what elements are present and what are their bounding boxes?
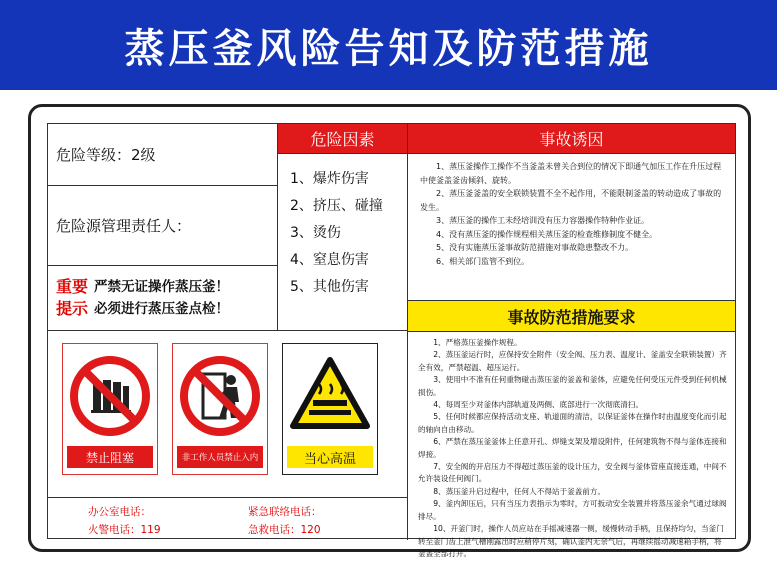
notice-tag — [56, 276, 88, 320]
cause-item: 2、蒸压釜釜盖的安全联锁装置不全不起作用，不能限制釜盖的转动造成了事故的发生。 — [420, 189, 722, 212]
hazards-header: 危险因素 — [278, 124, 407, 154]
notice-line1: 严禁无证操作蒸压釜！ — [94, 279, 230, 295]
contact-info — [48, 497, 408, 541]
cause-item: 3、蒸压釜的操作工未经培训没有压力容器操作特种作业证。 — [436, 216, 650, 225]
risk-board — [28, 104, 751, 558]
fire-phone: 火警电话：119 — [88, 524, 161, 536]
sign-label: 禁止阻塞 — [67, 446, 153, 468]
measures-header: 事故防范措施要求 — [408, 300, 735, 332]
measure-item: 1、严格蒸压釜操作规程。 — [433, 338, 522, 347]
measure-item: 3、使用中不准有任何重物碰击蒸压釜的釜盖和釜体，应避免任何受压元件受到任何机械损伤。 — [418, 375, 727, 397]
accident-column — [408, 124, 735, 558]
high-temperature-sign — [282, 343, 378, 475]
page-title: 蒸压釜风险告知及防范措施 — [124, 25, 653, 72]
hazard-item: 4、窒息伤害 — [290, 252, 369, 268]
notice-tag-line2: 提示 — [56, 299, 89, 318]
measure-item: 4、每周至少对釜体内部轨道及两侧、底部进行一次彻底清扫。 — [433, 400, 644, 410]
hazard-item: 2、挤压、碰撞 — [290, 198, 383, 214]
emergency-contact: 紧急联络电话： — [248, 506, 322, 518]
title-banner — [0, 0, 777, 90]
hazard-item: 5、其他伤害 — [290, 279, 369, 295]
no-blocking-icon — [69, 350, 151, 442]
hazards-list — [278, 154, 407, 301]
no-entry-unauthorized-icon — [179, 350, 261, 442]
safety-signs — [48, 331, 408, 497]
hazard-item: 3、烫伤 — [290, 225, 341, 241]
no-blocking-sign — [62, 343, 158, 475]
cause-item: 1、蒸压釜操作工操作不当釜盖未曾关合到位的情况下即通气加压工作在升压过程中使釜盖釜齿倾斜、旋转。 — [420, 162, 722, 185]
caution-high-temperature-icon — [289, 350, 371, 442]
hazard-item: 1、爆炸伤害 — [290, 171, 369, 187]
sign-label: 非工作人员禁止入内 — [177, 446, 263, 468]
info-column — [48, 124, 278, 330]
cause-item: 4、没有蒸压釜的操作规程相关蒸压釜的检查维修制度不健全。 — [436, 229, 658, 239]
measure-item: 8、蒸压釜升启过程中，任何人不得站于釜盖前方。 — [433, 486, 606, 496]
notice-line2: 必须进行蒸压釜点检！ — [94, 301, 230, 317]
risk-table — [47, 123, 736, 558]
cause-item: 6、相关部门监管不到位。 — [436, 256, 530, 266]
measure-item: 10、开釜门时，操作人员应站在手摇减速器一侧，缓慢转动手柄，且保持均匀，当釜门转至釜门齿上泄气槽刚露出时应稍停片刻，确认釜内无余气后，再继续摇动减速箱手柄，将釜盖全部打开。 — [418, 524, 724, 558]
measure-item: 9、釜内卸压后，只有当压力表指示为零时，方可扳动安全装置并将蒸压釜余气通过球阀排尽。 — [418, 499, 727, 521]
important-notice — [48, 266, 277, 330]
causes-list — [408, 154, 735, 300]
notice-text — [94, 276, 229, 320]
measure-item: 6、严禁在蒸压釜釜体上任意开孔、焊缝支架及增设附件，任何建筑物不得与釜体连接和焊接。 — [418, 437, 727, 459]
ambulance-phone: 急救电话：120 — [248, 524, 321, 536]
danger-level: 危险等级：2级 — [48, 124, 277, 186]
causes-header: 事故诱因 — [408, 124, 735, 154]
signs-area — [48, 330, 408, 540]
measures-list — [408, 332, 735, 560]
no-entry-sign — [172, 343, 268, 475]
measure-item: 2、蒸压釜运行时，应保持安全附件（安全阀、压力表、温度计、釜盖安全联锁装置）齐全有效，严禁超温、超压运行。 — [418, 350, 727, 372]
responsible-person: 危险源管理责任人： — [48, 186, 277, 266]
measure-item: 7、安全阀的开启压力不得超过蒸压釜的设计压力，安全阀与釜体管座直接连通，中间不允许装设任何阀门。 — [418, 462, 727, 484]
sign-label: 当心高温 — [287, 446, 373, 468]
notice-tag-line1: 重要 — [56, 277, 89, 296]
measure-item: 5、任何时候都应保持活动支座、轨道面的清洁，以保证釜体在操作时由温度变化而引起的轴向自由移动。 — [418, 412, 727, 434]
cause-item: 5、没有实施蒸压釜事故防范措施对事故隐患整改不力。 — [436, 243, 634, 252]
hazards-column — [278, 124, 408, 330]
office-phone: 办公室电话： — [88, 506, 151, 518]
